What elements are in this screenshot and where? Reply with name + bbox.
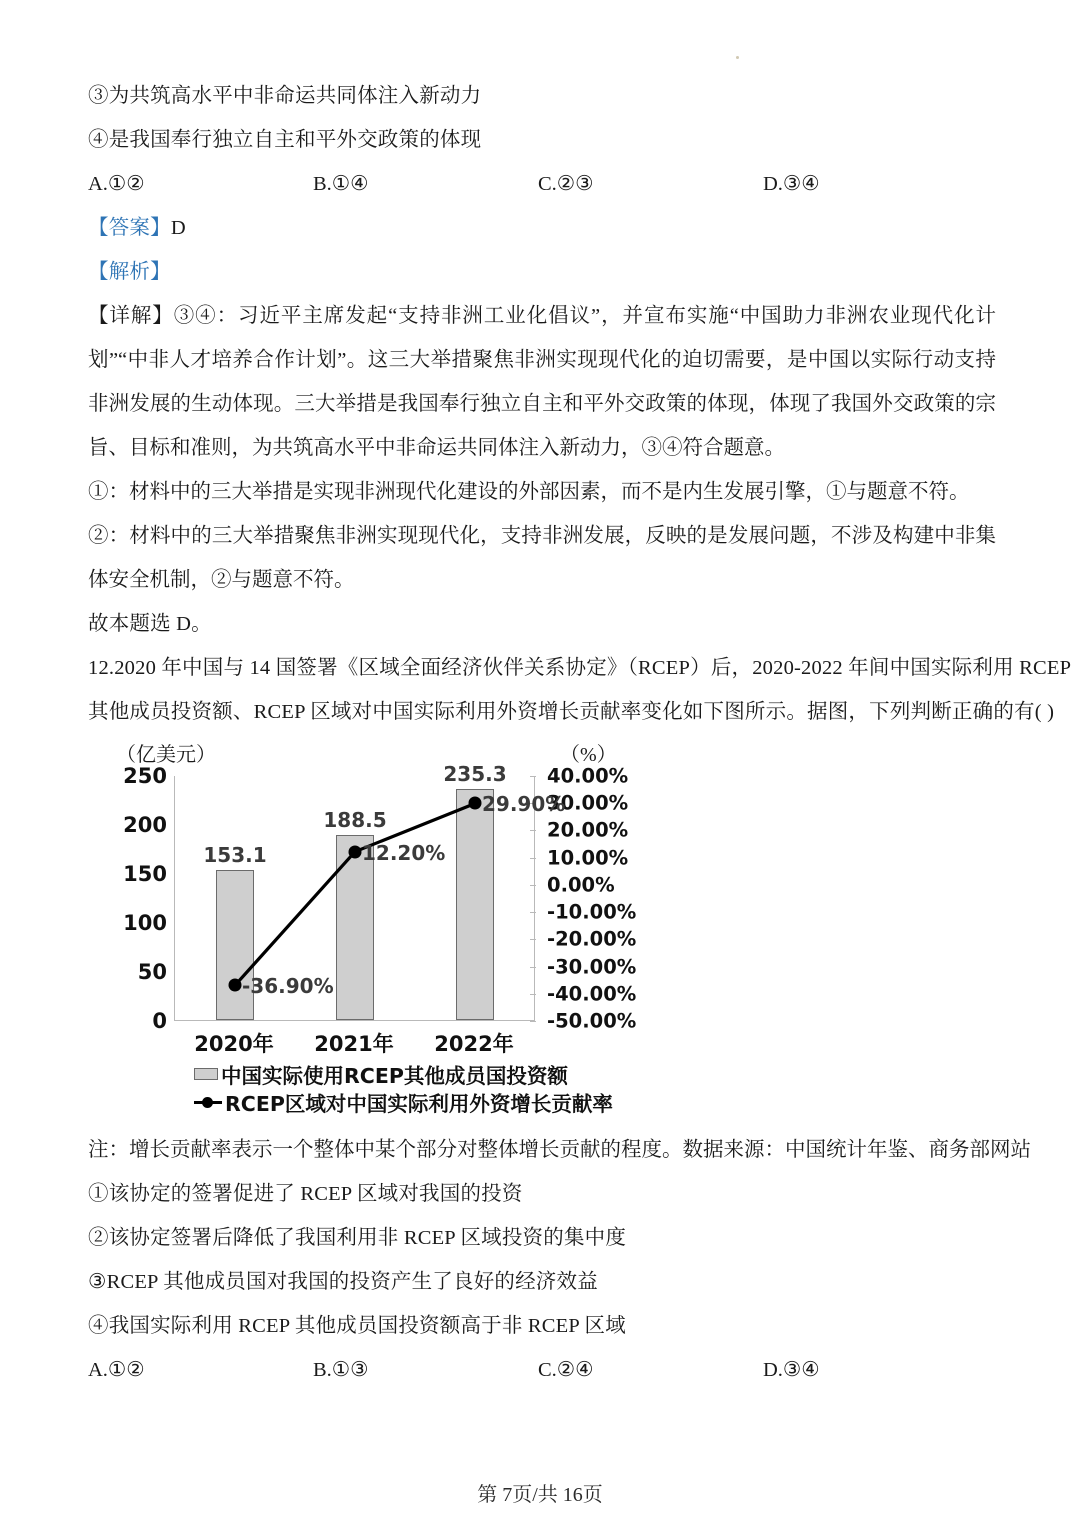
q12-stem-line-2: 其他成员投资额、RCEP 区域对中国实际利用外资增长贡献率变化如下图所示。据图，下列判断正确的有( ): [88, 701, 1055, 723]
q11-option-a[interactable]: A.①②: [88, 173, 145, 195]
q11-answer-row: [88, 206, 996, 250]
analysis-label: 【解析】: [88, 261, 171, 283]
bar-value-label: 188.5: [323, 808, 387, 833]
q11-option-d[interactable]: D.③④: [763, 173, 820, 195]
chart-plot-area: [123, 762, 566, 1033]
q11-statement-3: ③为共筑高水平中非命运共同体注入新动力: [88, 85, 482, 107]
legend-item-bar: [194, 1060, 674, 1088]
chart-left-unit-label: （亿美元）: [116, 744, 216, 766]
left-axis-tick: 250: [123, 764, 167, 788]
right-axis-tick: -10.00%: [547, 900, 637, 924]
page-content: [88, 74, 1072, 1392]
answer-label: 【答案】: [88, 217, 171, 239]
q11-conclusion: 故本题选 D。: [88, 613, 212, 635]
left-axis-tick: 150: [123, 862, 167, 886]
bar-value-label: 235.3: [443, 762, 507, 787]
chart-legend: [194, 1060, 674, 1116]
q12-option-d[interactable]: D.③④: [763, 1359, 820, 1381]
right-axis-tick: -40.00%: [547, 982, 637, 1006]
x-axis-category-label: 2022年: [434, 1032, 514, 1056]
left-axis-tick: 200: [123, 813, 167, 837]
q12-option-a[interactable]: A.①②: [88, 1359, 145, 1381]
right-axis-tick: 0.00%: [547, 873, 615, 897]
detail-label: 【详解】: [88, 305, 174, 327]
q11-options-row: [88, 162, 996, 206]
q12-stem-line-1: 12.2020 年中国与 14 国签署《区域全面经济伙伴关系协定》（RCEP）后，2020-2022 年间中国实际利用 RCEP: [88, 657, 1072, 679]
q12-options-row: [88, 1348, 996, 1392]
q11-detail-paragraph: [88, 294, 996, 470]
chart-x-axis-labels: [174, 1028, 534, 1058]
right-axis-tick: 20.00%: [547, 818, 629, 842]
left-axis-tick: 100: [123, 911, 167, 935]
bar-swatch-icon: [194, 1068, 218, 1080]
q12-statement-3: ③RCEP 其他成员国对我国的投资产生了良好的经济效益: [88, 1271, 598, 1293]
line-data-point: [469, 797, 482, 810]
answer-value: D: [170, 217, 186, 239]
q11-option-c[interactable]: C.②③: [538, 173, 594, 195]
line-value-label: -36.90%: [242, 974, 334, 999]
right-axis-tick: 10.00%: [547, 846, 629, 870]
chart-container: [88, 738, 996, 1128]
scan-artifact-dot: [736, 56, 739, 59]
line-data-point: [349, 845, 362, 858]
right-axis-tick: 30.00%: [547, 791, 629, 815]
q11-option-b[interactable]: B.①④: [313, 173, 369, 195]
chart-right-unit-label: （%）: [560, 744, 617, 766]
q11-note-2: ②：材料中的三大举措聚焦非洲实现现代化，支持非洲发展，反映的是发展问题，不涉及构建中非集体安全机制，②与题意不符。: [88, 525, 996, 591]
x-axis-category-label: 2020年: [194, 1032, 274, 1056]
legend-item-line: [194, 1088, 674, 1116]
q12-option-b[interactable]: B.①③: [313, 1359, 369, 1381]
q12-option-c[interactable]: C.②④: [538, 1359, 594, 1381]
left-axis-tick: 50: [137, 960, 167, 984]
right-axis-tickmark: [530, 1021, 536, 1022]
page-footer: 第 7页/共 16页: [477, 1484, 603, 1506]
line-value-label: 12.20%: [362, 840, 446, 865]
q11-note-1: ①：材料中的三大举措是实现非洲现代化建设的外部因素，而不是内生发展引擎，①与题意不符。: [88, 481, 970, 503]
legend-label-bar: 中国实际使用RCEP其他成员国投资额: [221, 1064, 568, 1088]
right-axis-tick: -30.00%: [547, 955, 637, 979]
line-data-point: [229, 979, 242, 992]
x-axis-category-label: 2021年: [314, 1032, 394, 1056]
line-value-label: 29.90%: [482, 792, 566, 817]
q12-statement-2: ②该协定签署后降低了我国利用非 RCEP 区域投资的集中度: [88, 1227, 627, 1249]
q12-source-note: 注：增长贡献率表示一个整体中某个部分对整体增长贡献的程度。数据来源：中国统计年鉴、商务部网站: [88, 1139, 1031, 1161]
right-axis-tick: -50.00%: [547, 1009, 637, 1033]
legend-label-line: RCEP区域对中国实际利用外资增长贡献率: [225, 1092, 613, 1116]
right-axis-tick: 40.00%: [547, 764, 629, 788]
rcep-combo-chart: [98, 738, 678, 1128]
q12-statement-4: ④我国实际利用 RCEP 其他成员国投资额高于非 RCEP 区域: [88, 1315, 626, 1337]
q11-statement-4: ④是我国奉行独立自主和平外交政策的体现: [88, 129, 482, 151]
right-axis-tick: -20.00%: [547, 927, 637, 951]
left-axis-tick: 0: [152, 1009, 167, 1033]
q12-statement-1: ①该协定的签署促进了 RCEP 区域对我国的投资: [88, 1183, 523, 1205]
line-marker-swatch-icon: [194, 1095, 222, 1109]
bar-value-label: 153.1: [203, 842, 267, 867]
detail-text: ③④：习近平主席发起“支持非洲工业化倡议”，并宣布实施“中国助力非洲农业现代化计划”“中非人才培养合作计划”。这三大举措聚焦非洲实现现代化的迫切需要，是中国以实际行动支持非洲发展的生动体现。三大举措是我国奉行独立自主和平外交政策的体现，体现了我国外交政策的宗旨、目标和准则，为共筑高水平中非命运共同体注入新动力，③④符合题意。: [88, 305, 997, 459]
